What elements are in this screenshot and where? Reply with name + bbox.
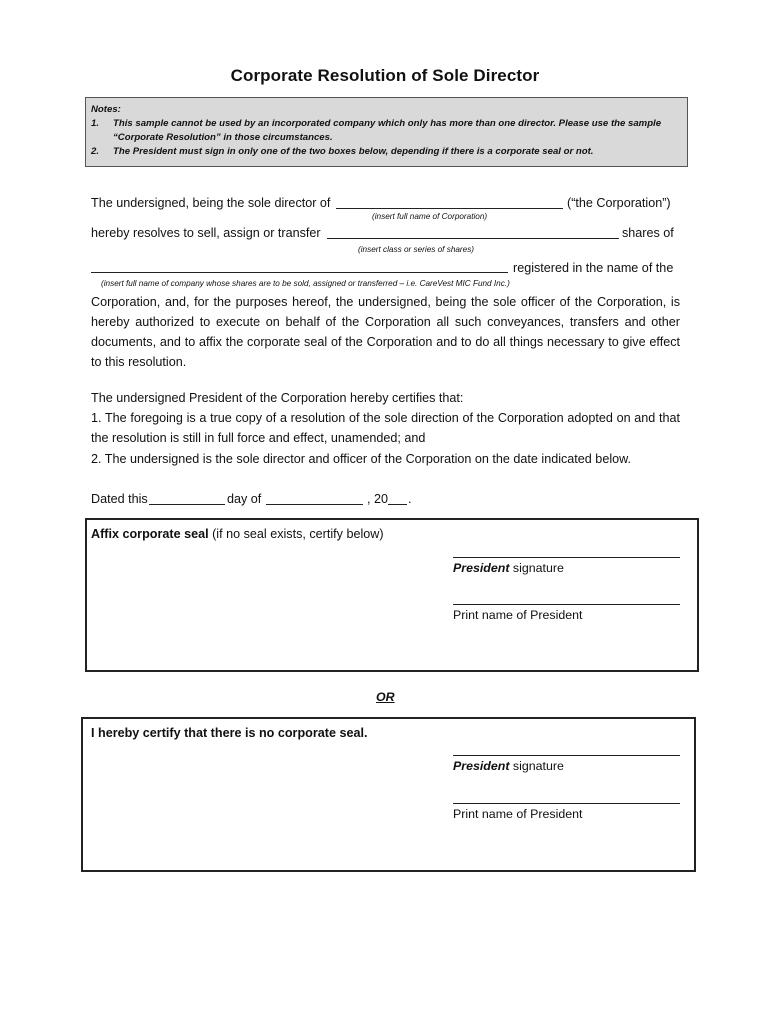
dated-day-field[interactable] xyxy=(149,504,225,505)
seal-box-label-bold: Affix corporate seal xyxy=(91,527,209,541)
president-signature-label-bold: President xyxy=(453,561,510,575)
print-name-line[interactable] xyxy=(453,803,680,804)
no-seal-label xyxy=(91,723,367,743)
dated-year-field[interactable] xyxy=(388,504,407,505)
print-name-line[interactable] xyxy=(453,604,680,605)
resolution-line3-suffix: registered in the name of the xyxy=(513,261,674,275)
note-item xyxy=(91,117,681,145)
note-number: 1. xyxy=(91,118,100,129)
note-text-continued: “Corporate Resolution” in those circumstances. xyxy=(113,132,333,143)
president-signature-label xyxy=(453,759,564,773)
certification-intro: The undersigned President of the Corporation hereby certifies that: xyxy=(91,391,464,405)
dated-year-prefix: , 20 xyxy=(367,492,389,506)
note-text: The President must sign in only one of the two boxes below, depending if there is a corporate seal or not. xyxy=(113,146,594,157)
dated-prefix: Dated this xyxy=(91,492,148,506)
resolution-line2-prefix: hereby resolves to sell, assign or transfer xyxy=(91,226,321,240)
corporate-seal-box[interactable] xyxy=(85,518,699,672)
certification-item-2: 2. The undersigned is the sole director and officer of the Corporation on the date indicated below. xyxy=(91,452,632,466)
caption-company-name: (insert full name of company whose shares are to be sold, assigned or transferred – i.e. CareVest MIC Fund Inc.) xyxy=(101,279,510,288)
dated-day-of: day of xyxy=(227,492,262,506)
or-label: OR xyxy=(376,690,395,704)
president-signature-label-rest: signature xyxy=(509,561,564,575)
note-text: This sample cannot be used by an incorporated company which only has more than one director. Please use the sample xyxy=(113,118,662,129)
resolution-paragraph: Corporation, and, for the purposes hereof, the undersigned, being the sole officer of the Corporation, is hereby authorized to execute on behalf of the Corporation all such conveyances, transfers and other documents, and to affix the corporate seal of the Corporation and to do all things necessary to give effect to this resolution. xyxy=(91,295,680,369)
dated-period: . xyxy=(408,492,412,506)
dated-month-field[interactable] xyxy=(266,504,363,505)
no-seal-box[interactable] xyxy=(81,717,696,872)
corporation-name-field[interactable] xyxy=(336,208,563,209)
president-signature-label xyxy=(453,561,564,575)
print-name-label: Print name of President xyxy=(453,608,583,622)
share-class-field[interactable] xyxy=(327,238,619,239)
page-title: Corporate Resolution of Sole Director xyxy=(230,66,540,85)
seal-box-label-rest: (if no seal exists, certify below) xyxy=(208,527,384,541)
resolution-line1-prefix: The undersigned, being the sole director of xyxy=(91,196,331,210)
president-signature-line[interactable] xyxy=(453,557,680,558)
note-item xyxy=(91,145,681,159)
president-signature-label-rest: signature xyxy=(509,759,564,773)
seal-box-label xyxy=(91,524,384,544)
company-name-field[interactable] xyxy=(91,272,508,273)
note-number: 2. xyxy=(91,146,100,157)
caption-share-class: (insert class or series of shares) xyxy=(358,245,475,254)
notes-heading: Notes: xyxy=(91,104,121,115)
resolution-line2-suffix: shares of xyxy=(622,226,674,240)
president-signature-label-bold: President xyxy=(453,759,510,773)
print-name-label: Print name of President xyxy=(453,807,583,821)
caption-corporation-name: (insert full name of Corporation) xyxy=(372,212,488,221)
no-seal-label-bold: I hereby certify that there is no corporate seal. xyxy=(91,726,368,740)
resolution-line1-suffix: (“the Corporation”) xyxy=(567,196,671,210)
certification-item-1: 1. The foregoing is a true copy of a resolution of the sole direction of the Corporation adopted on and that the resolution is still in full force and effect, unamended; and xyxy=(91,411,680,445)
notes-box xyxy=(85,97,688,167)
president-signature-line[interactable] xyxy=(453,755,680,756)
